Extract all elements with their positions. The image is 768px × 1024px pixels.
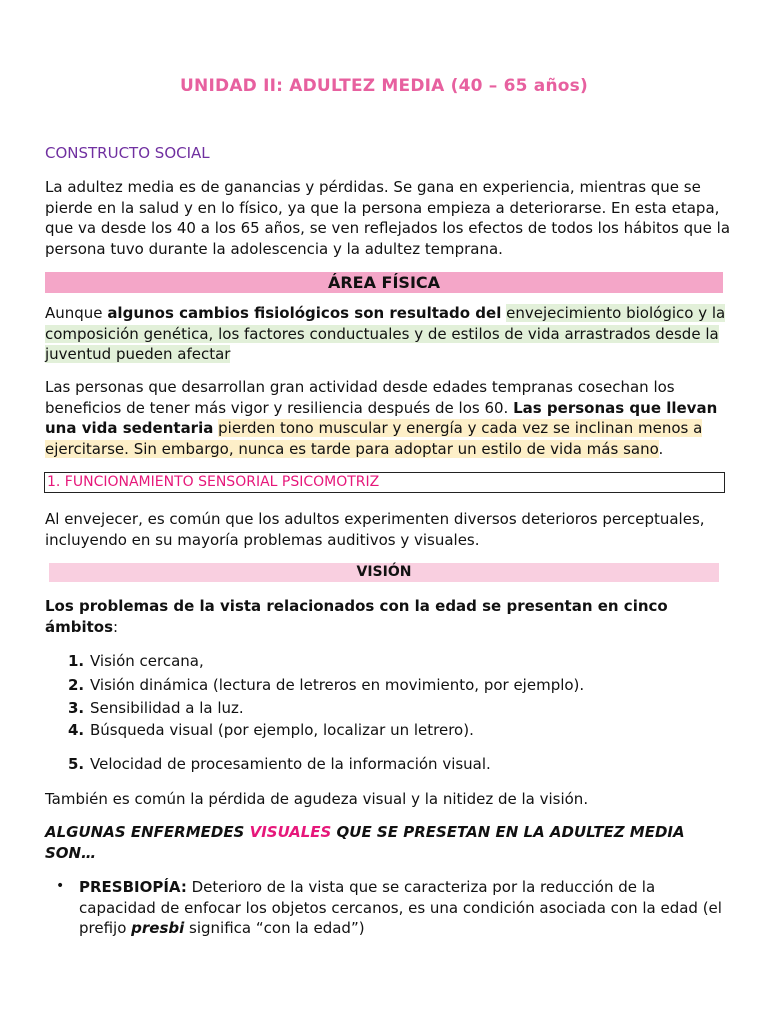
constructo-heading: CONSTRUCTO SOCIAL	[45, 144, 210, 162]
area-fisica-paragraph-2	[45, 377, 735, 459]
enfermedades-part3: QUE SE PRESETAN EN LA ADULTEZ MEDIA SON…	[45, 823, 685, 862]
sensorial-heading: 1. FUNCIONAMIENTO SENSORIAL PSICOMOTRIZ	[44, 472, 725, 493]
p2-highlight: pierden tono muscular y energía y cada vez se inclinan menos a ejercitarse. Sin embargo, nunca es tarde para adoptar un estilo de vida más sano	[45, 419, 703, 458]
bullet-icon: •	[56, 878, 65, 894]
list-number: 4.	[68, 721, 85, 739]
area-fisica-paragraph-1	[45, 303, 735, 365]
p1-bold: algunos cambios fisiológicos son resultado del	[107, 304, 502, 322]
list-text: Búsqueda visual (por ejemplo, localizar un letrero).	[90, 721, 474, 739]
p1-start: Aunque	[45, 304, 108, 322]
enfermedades-part1: ALGUNAS ENFERMEDES	[45, 823, 250, 841]
presbiopia-text-2: significa “con la edad”)	[184, 919, 365, 937]
presbiopia-item	[79, 877, 729, 939]
list-item	[68, 699, 244, 717]
page-title: UNIDAD II: ADULTEZ MEDIA (40 – 65 años)	[180, 76, 588, 96]
presbiopia-term: PRESBIOPÍA:	[79, 878, 187, 896]
list-number: 1.	[68, 652, 85, 670]
list-text: Visión cercana,	[90, 652, 204, 670]
list-text: Sensibilidad a la luz.	[90, 699, 244, 717]
vision-intro-end: :	[113, 617, 119, 636]
list-item	[68, 721, 474, 739]
vision-intro	[45, 596, 735, 637]
list-number: 5.	[68, 755, 85, 773]
sensorial-paragraph: Al envejecer, es común que los adultos experimenten diversos deterioros perceptuales, incluyendo en su mayoría problemas auditivos y visuales.	[45, 510, 705, 549]
list-item	[68, 652, 204, 670]
list-text: Velocidad de procesamiento de la información visual.	[90, 755, 491, 773]
list-item	[68, 755, 491, 773]
p2-start: Las personas que desarrollan gran actividad desde edades tempranas cosechan los beneficios de tener más vigor y resiliencia después de los 60.	[45, 378, 675, 417]
list-item	[68, 676, 584, 694]
agudeza-paragraph: También es común la pérdida de agudeza visual y la nitidez de la visión.	[45, 790, 589, 808]
presbiopia-text-1: Deterioro de la vista que se caracteriza por la reducción de la capacidad de enfocar los objetos cercanos, es una condición asociada con la edad (el prefijo	[79, 878, 722, 937]
list-text: Visión dinámica (lectura de letreros en movimiento, por ejemplo).	[90, 676, 585, 694]
enfermedades-heading	[45, 822, 735, 864]
vision-heading: VISIÓN	[49, 563, 719, 582]
enfermedades-visuales: VISUALES	[249, 823, 332, 841]
p2-end: .	[658, 439, 664, 458]
list-number: 3.	[68, 699, 85, 717]
p2-bold: Las personas que llevan una vida sedentaria	[45, 398, 718, 437]
constructo-paragraph: La adultez media es de ganancias y pérdidas. Se gana en experiencia, mientras que se pierde en la salud y en lo físico, ya que la persona empieza a deteriorarse. En esta etapa, que va desde los 40 a los 65 años, se ven reflejados los efectos de todos los hábitos que la persona tuvo durante la adolescencia y la adultez temprana.	[45, 178, 731, 258]
p1-highlight: envejecimiento biológico y la composición genética, los factores conductuales y de estilos de vida arrastrados desde la juventud pueden afectar	[45, 304, 726, 363]
area-fisica-heading: ÁREA FÍSICA	[45, 272, 723, 293]
vision-intro-bold: Los problemas de la vista relacionados con la edad se presentan en cinco ámbitos	[45, 597, 668, 636]
presbiopia-prefix: presbi	[131, 919, 185, 937]
list-number: 2.	[68, 676, 85, 694]
